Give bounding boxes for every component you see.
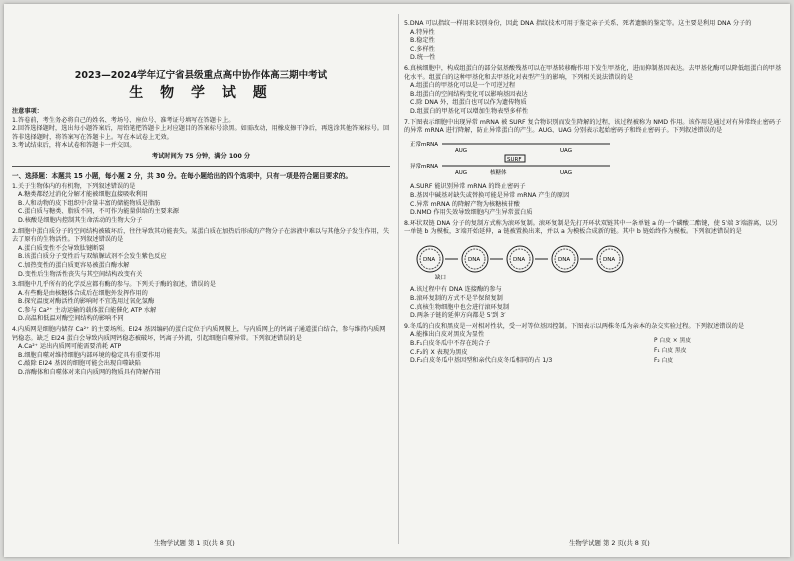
answer-option: D.变性后生物活性丧失与其空间结构改变有关	[18, 270, 143, 278]
dna-label: DNA	[468, 256, 481, 263]
pedigree-row-f1: F₁ 白皮 黑皮	[654, 347, 687, 354]
answer-option: C.真核生物细胞中也会进行滚环复制	[410, 303, 510, 311]
cut-label: 缺口	[435, 274, 447, 281]
question-stem: 4.内质网是细胞内储存 Ca²⁺ 的主要场所。EI24 基因编码的蛋白定位于内质网膜上，与内质网上的钙离子通道蛋白结合，参与维持内质网钙稳态。缺乏 EI24 蛋白会导致内质网钙稳态被破坏，钙离子外流，引起细胞自噬异常。下列叙述错误的是	[12, 326, 386, 342]
answer-option: D.组蛋白的甲基化可以增加生物表型多样性	[410, 107, 529, 115]
right-questions	[404, 20, 782, 370]
left-questions	[12, 183, 390, 378]
footer-right: 生物学试题 第 2 页(共 8 页)	[569, 539, 650, 547]
answer-option: B.基因中碱基对缺失或替换可能是异常 mRNA 产生的原因	[410, 191, 570, 199]
start-codon-label: AUG	[455, 169, 468, 176]
answer-option: A.蛋白质变性不会导致肽键断裂	[18, 244, 105, 252]
dna-label: DNA	[603, 256, 616, 263]
question	[12, 326, 390, 378]
answer-option: A.特异性	[410, 28, 435, 36]
pedigree-row-p: P 白皮 × 黑皮	[654, 337, 692, 344]
answer-option: A.SURF 能识别异常 mRNA 的终止密码子	[410, 183, 526, 191]
answer-option: C.F₂的 X 表现为黑皮	[410, 348, 468, 356]
answer-option: A.能推出白皮对黑皮为显性	[410, 331, 485, 339]
dna-label: DNA	[558, 256, 571, 263]
question	[404, 220, 782, 321]
question-stem: 1.关于生物体内的有机物，下列叙述错误的是	[12, 182, 136, 190]
rolling-circle-figure	[410, 239, 650, 281]
answer-option: D.两条子链的延伸方向都是 5′到 3′	[410, 312, 506, 320]
question-stem: 7.下图表示细胞中出现异常 mRNA 被 SURF 复合物识别而发生降解的过程，该过程被称为 NMD 作用。该作用是通过对有异常终止密码子的异常 mRNA 进行降解，防止异常蛋白的产生。AUG、UAG 分别表示起始密码子和终止密码子。下列叙述错误的是	[404, 118, 782, 135]
answer-option: D.溶酶体和自噬体对来自内质网的物质具有降解作用	[18, 369, 161, 377]
answer-option: C.参与 Ca²⁺ 主动运输的载体蛋白能催化 ATP 水解	[18, 306, 157, 314]
question-stem: 6.真核细胞中，构成组蛋白的部分氨基酸残基可以在甲基转移酶作用下发生甲基化，进而抑制基因表达。去甲基化酶可以降低组蛋白的甲基化水平。组蛋白的这种甲基化和去甲基化对表型产生的影响，下列相关说法错误的是	[404, 64, 782, 81]
answer-option: C.除 DNA 外，组蛋白也可以作为遗传物质	[410, 99, 527, 107]
footer-left: 生物学试题 第 1 页(共 8 页)	[154, 539, 235, 547]
answer-option: A.该过程中有 DNA 连接酶的参与	[410, 286, 502, 294]
ribosome-label: 核糖体	[490, 169, 507, 176]
answer-option: D.统一性	[410, 54, 436, 62]
answer-option: D.核酸是细胞内控制其生命活动的生物大分子	[18, 216, 143, 224]
answer-option: B.稳定性	[410, 37, 435, 45]
notes-heading: 注意事项：	[12, 108, 43, 115]
start-codon-label: AUG	[455, 147, 468, 154]
answer-option: B.该蛋白质分子变性后与双缩脲试剂不会发生紫色反应	[18, 253, 167, 261]
abnormal-mrna-label: 异常mRNA	[410, 163, 439, 170]
stop-codon-label: UAG	[560, 147, 572, 154]
subject-title: 生 物 学 试 题	[129, 85, 273, 101]
answer-option: B.组蛋白的空间结构变化可以影响基因表达	[410, 90, 528, 98]
time-score: 考试时间为 75 分钟，满分 100 分	[151, 152, 251, 160]
exam-sheet	[4, 4, 790, 557]
pedigree-row-f2: F₂ 白皮	[654, 357, 674, 364]
section-heading: 一、选择题：本题共 15 小题，每小题 2 分，共 30 分。在每小题给出的四个选项中，只有一项是符合题目要求的。	[12, 171, 353, 180]
pedigree-figure	[654, 336, 782, 370]
question-stem: 9.冬瓜的白皮和黑皮是一对相对性状，受一对等位基因控制。下图表示以两株冬瓜为亲本的杂交实验过程。下列叙述错误的是	[404, 322, 745, 330]
answer-option: B.探究温度对酶活性的影响时不宜选用过氧化氢酶	[18, 298, 155, 306]
question	[404, 119, 782, 218]
question	[12, 228, 390, 280]
question-stem: 2.细胞中蛋白质分子的空间结构被破坏后，往往导致其功能丧失。某蛋白质在加热后形成的产物分子在溶液中难以与其他分子发生作用，失去了原有的生物活性。下列叙述错误的是	[12, 227, 390, 244]
answer-option: A.有些酶是由核糖体合成后在细胞外发挥作用的	[18, 289, 148, 297]
question-stem: 8.环状双链 DNA 分子的复制方式称为滚环复制。滚环复制是先打开环状双链其中一条单链 a 的一个磷酸二酯键，使 5′端 3′端游离，以另一单链 b 为模板，3′端开始延伸，a 链被置换出来，并以 a 为模板合成新的链。其中 b 链始终作为模板。下列叙述错误的是	[404, 219, 778, 236]
notes-item: 3.考试结束后，将本试卷和答题卡一并交回。	[12, 142, 136, 150]
answer-option: D.F₂白皮冬瓜中基因型和亲代白皮冬瓜相同的占 1/3	[410, 357, 553, 365]
exam-title: 2023—2024学年辽宁省县级重点高中协作体高三期中考试	[74, 70, 328, 81]
divider-line	[12, 166, 390, 167]
surf-label: SURF	[507, 156, 522, 163]
answer-option: C.多样性	[410, 45, 435, 53]
normal-mrna-label: 正常mRNA	[410, 141, 439, 148]
answer-option: C.异常 mRNA 的降解产物为核糖核苷酸	[410, 200, 520, 208]
question	[12, 281, 390, 324]
question-stem: 3.细胞中几乎所有的化学反应都有酶的参与。下列关于酶的叙述，错误的是	[12, 281, 216, 289]
notes-item: 2.回答选择题时，选出每小题答案后，用铅笔把答题卡上对应题目的答案标号涂黑。如需改动，用橡皮擦干净后，再选涂其他答案标号。回答非选择题时，将答案写在答题卡上。写在本试卷上无效。	[12, 125, 390, 141]
question-stem: 5.DNA 可以指纹一样用来识别身份，因此 DNA 指纹技术可用于鉴定亲子关系、死者遗骸的鉴定等。这主要是利用 DNA 分子的	[404, 20, 752, 27]
answer-option: C.加热变性的蛋白质更容易被蛋白酶水解	[18, 261, 130, 269]
dna-label: DNA	[513, 256, 526, 263]
stop-codon-label: UAG	[560, 169, 572, 176]
nmd-figure	[410, 138, 620, 178]
answer-option: B.滚环复制的方式不是半保留复制	[410, 295, 503, 303]
question	[404, 65, 782, 117]
answer-option: A.组蛋白的甲基化可以是一个可逆过程	[410, 82, 516, 90]
answer-option: D.NMD 作用失效导致细胞内产生异常蛋白质	[410, 209, 533, 217]
question	[404, 20, 782, 63]
answer-option: C.敲除 EI24 基因的细胞可能会出现自噬缺陷	[18, 360, 141, 368]
answer-option: B.细胞自噬对维持细胞内部环境的稳定具有重要作用	[18, 351, 161, 359]
answer-option: B.人和动物的皮下组织中含量丰富的储能物质是脂肪	[18, 199, 161, 207]
answer-option: B.F₁白皮冬瓜中不存在纯合子	[410, 340, 491, 348]
dna-label: DNA	[423, 256, 436, 263]
answer-option: A.Ca²⁺ 运出内质网可能需要消耗 ATP	[18, 343, 122, 351]
right-page	[404, 18, 782, 372]
answer-option: C.蛋白质与糖类、脂质不同，不可作为能量供给的主要来源	[18, 208, 179, 216]
answer-option: A.糖类都经过消化分解才能被细胞直接吸收利用	[18, 191, 148, 199]
notes-item: 1.答卷前，考生务必将自己的姓名、考场号、座位号、准考证号填写在答题卡上。	[12, 116, 235, 124]
answer-option: D.高温和低温对酶空间结构的影响不同	[18, 315, 124, 323]
left-page	[12, 18, 390, 378]
page-divider	[398, 14, 399, 544]
question	[404, 323, 782, 370]
question	[12, 183, 390, 226]
